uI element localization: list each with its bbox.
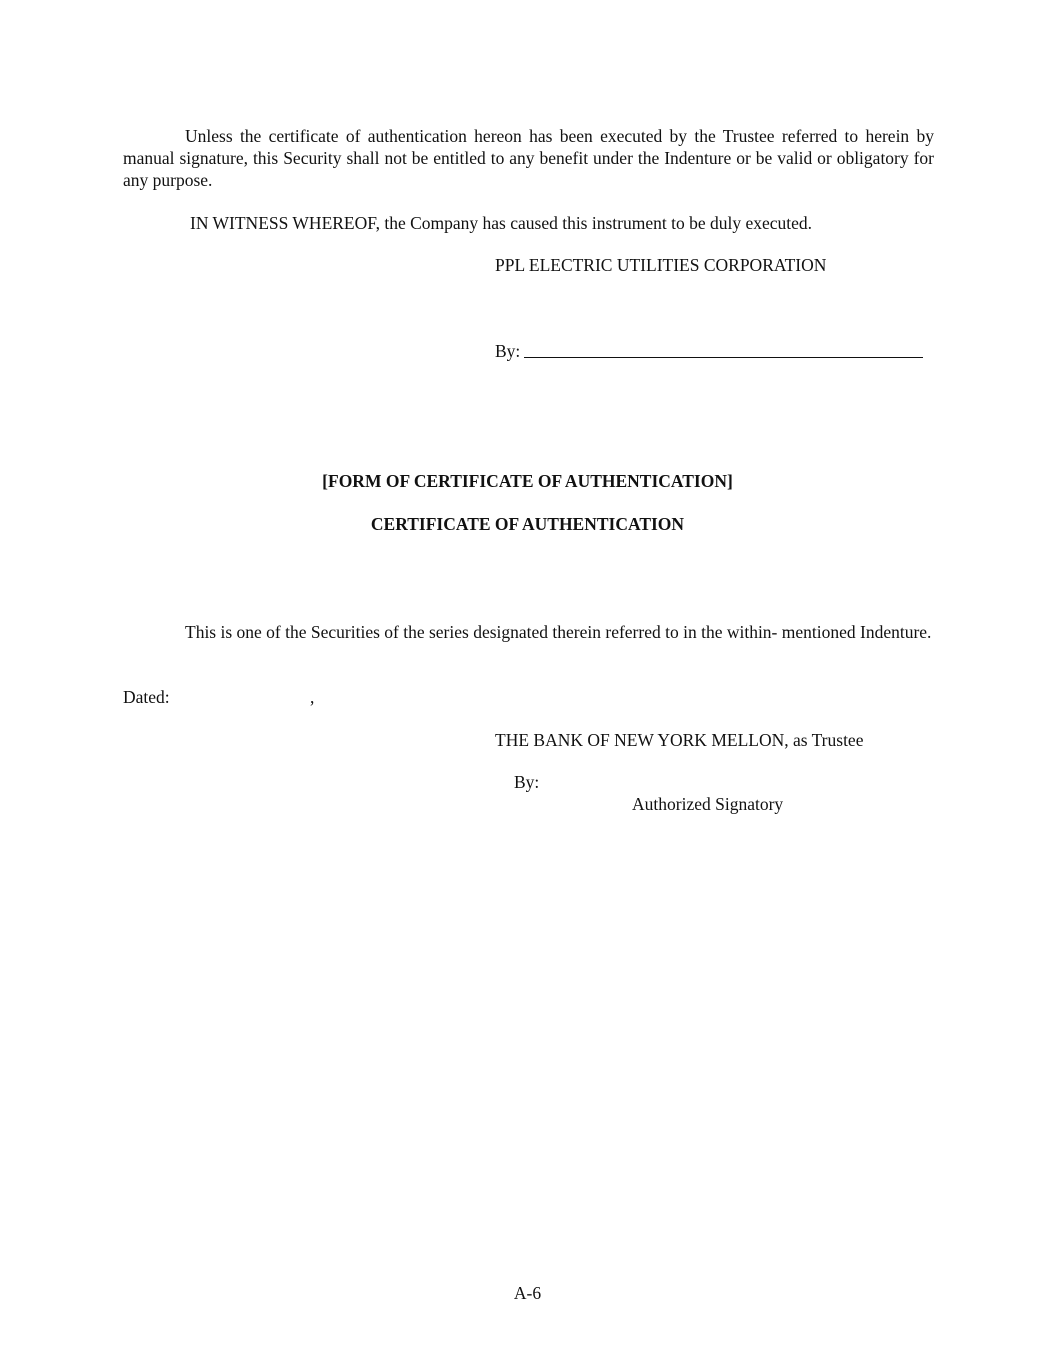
- securities-paragraph: This is one of the Securities of the series designated therein referred to in the within- mentioned Indenture.: [185, 622, 932, 642]
- dated-comma: ,: [310, 687, 315, 707]
- page-number: A-6: [513, 1283, 542, 1303]
- form-heading: [FORM OF CERTIFICATE OF AUTHENTICATION]: [322, 471, 733, 491]
- authorized-signatory: Authorized Signatory: [632, 794, 784, 814]
- trustee-by-label: By:: [514, 772, 540, 792]
- company-by-label: By:: [495, 341, 521, 361]
- validity-paragraph: Unless the certificate of authentication hereon has been executed by the Trustee referred to herein by manual signature, this Security shall not be entitled to any benefit under the Indenture or be valid or obligatory for any purpose.: [123, 126, 934, 190]
- witness-clause: IN WITNESS WHEREOF, the Company has caused this instrument to be duly executed.: [190, 213, 813, 233]
- certificate-heading: CERTIFICATE OF AUTHENTICATION: [370, 514, 685, 534]
- company-name: PPL ELECTRIC UTILITIES CORPORATION: [495, 255, 827, 275]
- trustee-name: THE BANK OF NEW YORK MELLON, as Trustee: [495, 730, 864, 750]
- company-signature-line: [524, 357, 923, 358]
- dated-label: Dated:: [123, 687, 170, 707]
